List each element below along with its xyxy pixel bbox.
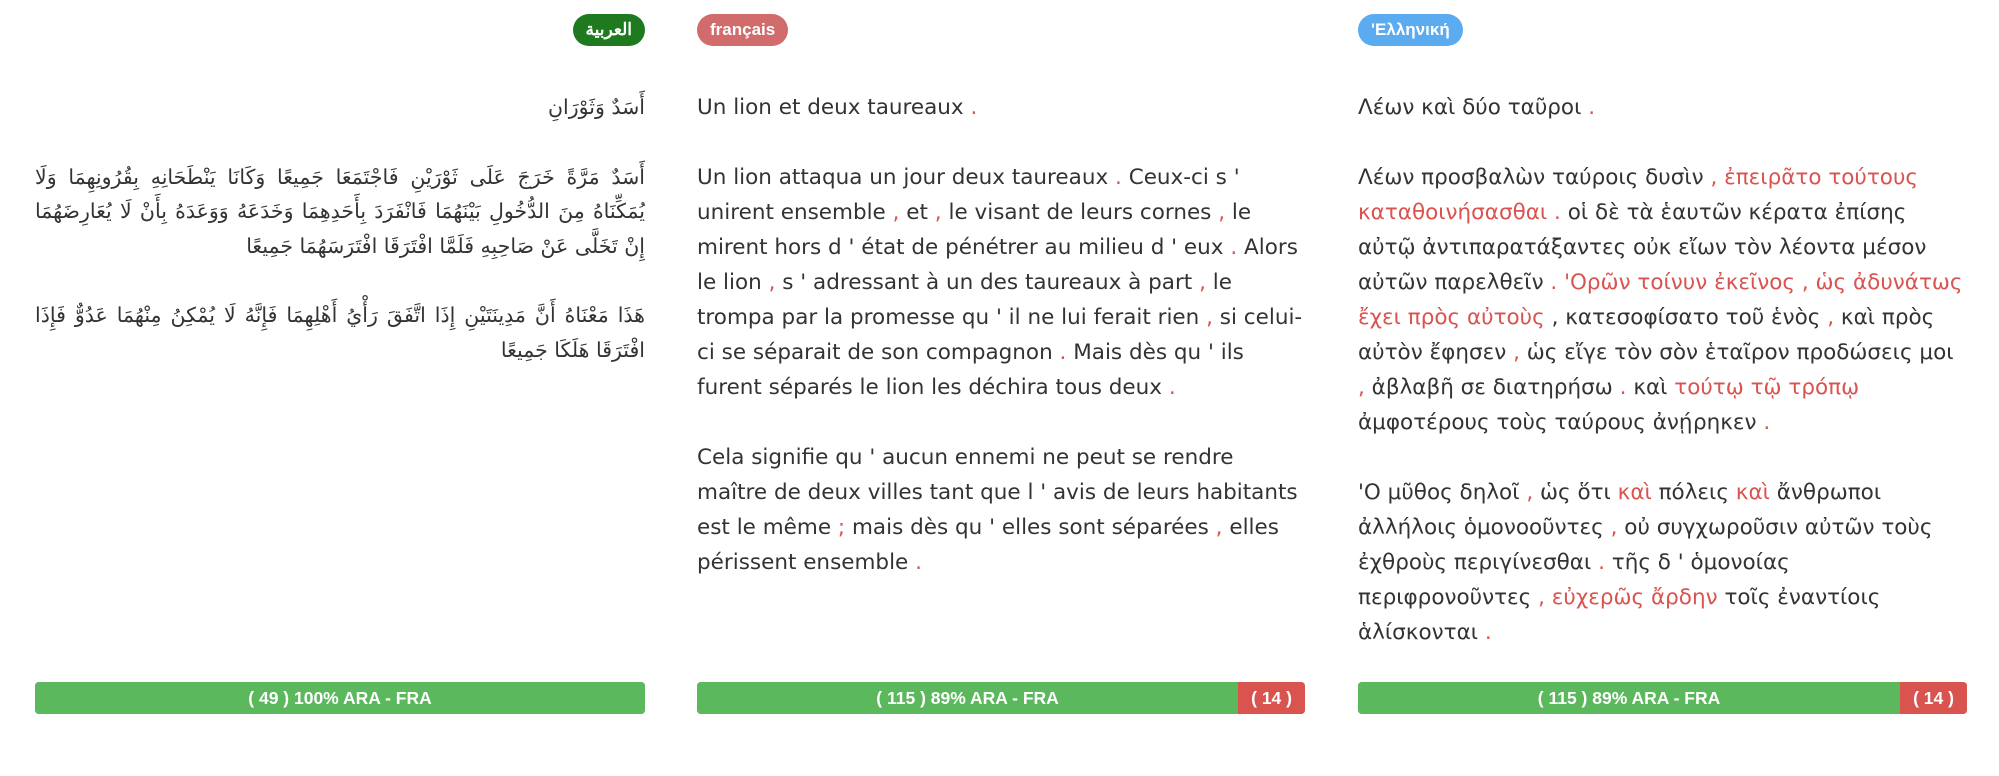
- highlighted-segment[interactable]: ,: [1603, 515, 1618, 540]
- highlighted-segment[interactable]: .: [963, 95, 978, 120]
- text-segment[interactable]: τοῖς ἐναντίοις ἁλίσκονται: [1358, 585, 1881, 645]
- text-segment[interactable]: Cela signifie qu ' aucun ennemi ne peut se rendre maître de deux villes tant que l ' avis de leurs habitants est le même: [697, 445, 1298, 540]
- text-segment[interactable]: πόλεις: [1651, 480, 1729, 505]
- highlighted-segment[interactable]: . 'Ορῶν τοίνυν ἐκεῖνος , ὡς ἀδυνάτως ἔχει πρὸς αὐτοὺς: [1358, 270, 1963, 330]
- arabic-column: [35, 14, 645, 708]
- text-segment[interactable]: Alors le lion: [697, 235, 1298, 295]
- text-segment[interactable]: si celui-ci se séparait de son compagnon: [697, 305, 1303, 365]
- progress-remaining: ( 14 ): [1900, 682, 1967, 714]
- highlighted-segment[interactable]: ,: [927, 200, 942, 225]
- alignment-progress-bar: [697, 682, 1305, 714]
- highlighted-segment[interactable]: ,: [1820, 305, 1835, 330]
- highlighted-segment[interactable]: ,: [885, 200, 900, 225]
- text-segment[interactable]: ἀβλαβῆ σε διατηρήσω: [1364, 375, 1613, 400]
- highlighted-segment[interactable]: , εὐχερῶς ἄρδην: [1531, 585, 1718, 610]
- fable-title: [1358, 90, 1967, 125]
- french-column: [697, 14, 1305, 708]
- progress-fill: ( 115 ) 89% ARA - FRA: [1358, 682, 1900, 714]
- text-segment[interactable]: s ' adressant à un des taureaux à part: [775, 270, 1193, 295]
- highlighted-segment[interactable]: ,: [1211, 200, 1226, 225]
- alignment-progress-bar: [35, 682, 645, 714]
- text-segment[interactable]: et: [899, 200, 928, 225]
- highlighted-segment[interactable]: .: [908, 550, 922, 575]
- alignment-progress-bar: [1358, 682, 1967, 714]
- highlighted-segment[interactable]: τούτῳ τῷ τρόπῳ: [1667, 375, 1860, 400]
- progress-fill: ( 115 ) 89% ARA - FRA: [697, 682, 1238, 714]
- text-segment[interactable]: , κατεσοφίσατο τοῦ ἑνὸς: [1544, 305, 1821, 330]
- text-segment[interactable]: le visant de leurs cornes: [941, 200, 1212, 225]
- text-segment[interactable]: καὶ πρὸς αὐτὸν ἔφησεν: [1358, 305, 1935, 365]
- highlighted-segment[interactable]: .: [1223, 235, 1238, 260]
- text-segment[interactable]: Λέων καὶ δύο ταῦροι: [1358, 95, 1582, 120]
- highlighted-segment[interactable]: ,: [1506, 340, 1520, 365]
- highlighted-segment[interactable]: ,: [761, 270, 776, 295]
- fable-title: [697, 90, 1305, 125]
- text-segment[interactable]: ἀμφοτέρους τοὺς ταύρους ἀνῄρηκεν: [1358, 410, 1757, 435]
- text-segment[interactable]: Mais dès qu ' ils furent séparés le lion les déchira tous deux: [697, 340, 1244, 400]
- moral-paragraph: [697, 440, 1305, 580]
- moral-paragraph: [1358, 475, 1967, 650]
- fable-paragraph: أَسَدٌ مَرَّةً خَرَجَ عَلَى ثَوْرَيْنِ فَاجْتَمَعَا جَمِيعًا وَكَانَا يَنْطَحَانِهِ بِقُرُونِهِمَا وَلَا يُمَكِّنَاهُ مِنَ الدُّخُولِ بَيْنَهُمَا فَانْفَرَدَ بِأَحَدِهِمَا وَخَدَعَهُ وَوَعَدَهُ بِأَنْ لَا يُعَارِضَهُمَا إِنْ تَخَلَّى عَنْ صَاحِبِهِ فَلَمَّا افْتَرَقَا افْتَرَسَهُمَا جَمِيعًا: [35, 164, 645, 258]
- fable-paragraph: [1358, 160, 1967, 440]
- text-segment[interactable]: καὶ: [1626, 375, 1668, 400]
- highlighted-segment[interactable]: ,: [1519, 480, 1534, 505]
- text-segment[interactable]: οὐ συγχωροῦσιν αὐτῶν τοὺς ἐχθροὺς περιγίνεσθαι: [1358, 515, 1933, 575]
- text-segment[interactable]: le trompa par la promesse qu ' il ne lui ferait rien: [697, 270, 1232, 330]
- highlighted-segment[interactable]: καὶ: [1610, 480, 1652, 505]
- text-segment[interactable]: τῆς δ ' ὁμονοίας περιφρονοῦντες: [1358, 550, 1790, 610]
- french-header: [697, 14, 1305, 48]
- highlighted-segment[interactable]: ,: [1358, 375, 1365, 400]
- fable-paragraph: [697, 160, 1305, 405]
- french-text: [697, 90, 1305, 615]
- greek-header: [1358, 14, 1967, 48]
- text-segment[interactable]: ὡς εἴγε τὸν σὸν ἑταῖρον προδώσεις μοι: [1519, 340, 1954, 365]
- progress-fill: ( 49 ) 100% ARA - FRA: [35, 682, 645, 714]
- language-badge-arabic[interactable]: العربية: [573, 14, 645, 46]
- text-segment[interactable]: mais dès qu ' elles sont séparées: [845, 515, 1209, 540]
- greek-text: [1358, 90, 1967, 685]
- text-segment[interactable]: Ceux-ci s ' unirent ensemble: [697, 165, 1240, 225]
- text-segment[interactable]: Un lion et deux taureaux: [697, 95, 964, 120]
- greek-column: [1358, 14, 1967, 708]
- highlighted-segment[interactable]: ,: [1192, 270, 1206, 295]
- highlighted-segment[interactable]: ;: [831, 515, 846, 540]
- progress-remaining: ( 14 ): [1238, 682, 1305, 714]
- highlighted-segment[interactable]: .: [1052, 340, 1067, 365]
- text-segment[interactable]: Λέων προσβαλὼν ταύροις δυσὶν: [1358, 165, 1704, 190]
- text-segment[interactable]: elles périssent ensemble: [697, 515, 1279, 575]
- highlighted-segment[interactable]: ,: [1199, 305, 1213, 330]
- highlighted-segment[interactable]: καὶ: [1728, 480, 1770, 505]
- highlighted-segment[interactable]: .: [1478, 620, 1492, 645]
- text-segment[interactable]: ὡς ὅτι: [1533, 480, 1611, 505]
- highlighted-segment[interactable]: .: [1581, 95, 1596, 120]
- highlighted-segment[interactable]: .: [1612, 375, 1627, 400]
- text-segment[interactable]: 'Ο μῦθος δηλοῖ: [1358, 480, 1520, 505]
- text-segment[interactable]: le mirent hors d ' état de pénétrer au milieu d ' eux: [697, 200, 1252, 260]
- language-badge-french[interactable]: français: [697, 14, 788, 46]
- arabic-header: [35, 14, 645, 48]
- text-segment[interactable]: Un lion attaqua un jour deux taureaux: [697, 165, 1109, 190]
- highlighted-segment[interactable]: , ἐπειρᾶτο τούτους καταθοινήσασθαι .: [1358, 165, 1919, 225]
- fable-title: أَسَدٌ وَثَوْرَانِ: [548, 95, 645, 119]
- highlighted-segment[interactable]: ,: [1208, 515, 1223, 540]
- arabic-text: [35, 90, 645, 402]
- language-badge-greek[interactable]: 'Ελληνική: [1358, 14, 1463, 46]
- highlighted-segment[interactable]: .: [1591, 550, 1605, 575]
- highlighted-segment[interactable]: .: [1108, 165, 1122, 190]
- text-segment[interactable]: οἱ δὲ τὰ ἑαυτῶν κέρατα ἐπίσης αὐτῷ ἀντιπαρατάξαντες οὐκ εἴων τὸν λέοντα μέσον αὐτῶν παρελθεῖν: [1358, 200, 1927, 295]
- moral-paragraph: هَذَا مَعْنَاهُ أَنَّ مَدِينَتَيْنِ إِذَا اتَّفَقَ رَأْيُ أَهْلِهِمَا فَإِنَّهُ لَا يُمْكِنُ مِنْهُمَا عَدُوٌّ فَإِذَا افْتَرَقَا هَلَكَا جَمِيعًا: [35, 303, 645, 362]
- text-segment[interactable]: ἄνθρωποι ἀλλήλοις ὁμονοοῦντες: [1358, 480, 1882, 540]
- highlighted-segment[interactable]: .: [1162, 375, 1176, 400]
- highlighted-segment[interactable]: .: [1756, 410, 1771, 435]
